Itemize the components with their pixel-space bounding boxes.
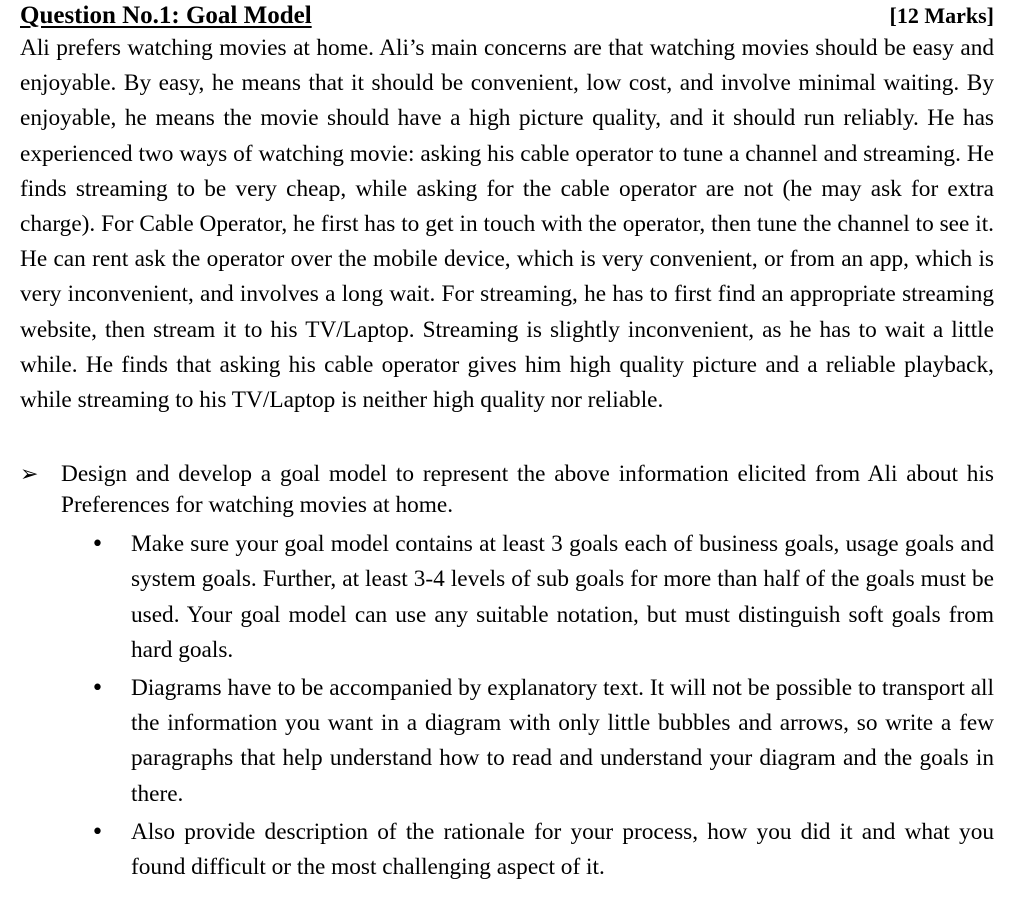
document-page [20, 2, 994, 888]
question-header [20, 2, 994, 32]
list-item [20, 671, 994, 812]
bullet-icon: • [91, 532, 104, 558]
list-item [20, 527, 994, 668]
requirement-text: Also provide description of the rationale for your process, how you did it and what you found difficult or the most challenging aspect of it. [131, 818, 994, 881]
bullet-icon: • [91, 676, 104, 702]
task-text: Design and develop a goal model to represent the above information elicited from Ali about his Preferences for watching movies at home. [61, 461, 994, 519]
task-block [20, 459, 994, 521]
arrow-bullet-icon: ➢ [20, 462, 39, 488]
bullet-icon: • [91, 819, 104, 845]
scenario-paragraph: Ali prefers watching movies at home. Ali’s main concerns are that watching movies should be easy and enjoyable. By easy, he means that it should be convenient, low cost, and involve minimal waiting. By enjoyable, he means the movie should have a high picture quality, and it should run reliably. He has experienced two ways of watching movie: asking his cable operator to tune a channel and streaming. He finds streaming to be very cheap, while asking for the cable operator are not (he may ask for extra charge). For Cable Operator, he first has to get in touch with the operator, then tune the channel to see it. He can rent ask the operator over the mobile device, which is very convenient, or from an app, which is very inconvenient, and involves a long wait. For streaming, he has to first find an appropriate streaming website, then stream it to his TV/Laptop. Streaming is slightly inconvenient, as he has to wait a little while. He finds that asking his cable operator gives him high quality picture and a reliable playback, while streaming to his TV/Laptop is neither high quality nor reliable. [20, 35, 994, 414]
requirement-text: Diagrams have to be accompanied by explanatory text. It will not be possible to transport all the information you want in a diagram with only little bubbles and arrows, so write a few paragraphs that help understand how to read and understand your diagram and the goals in there. [131, 675, 994, 807]
marks-label: [12 Marks] [889, 3, 994, 28]
list-item [20, 815, 994, 885]
question-title: Question No.1: Goal Model [20, 2, 312, 29]
requirements-list [20, 527, 994, 885]
requirement-text: Make sure your goal model contains at least 3 goals each of business goals, usage goals and system goals. Further, at least 3-4 levels of sub goals for more than half of the goals must be used. Your goal model can use any suitable notation, but must distinguish soft goals from hard goals. [131, 531, 994, 663]
